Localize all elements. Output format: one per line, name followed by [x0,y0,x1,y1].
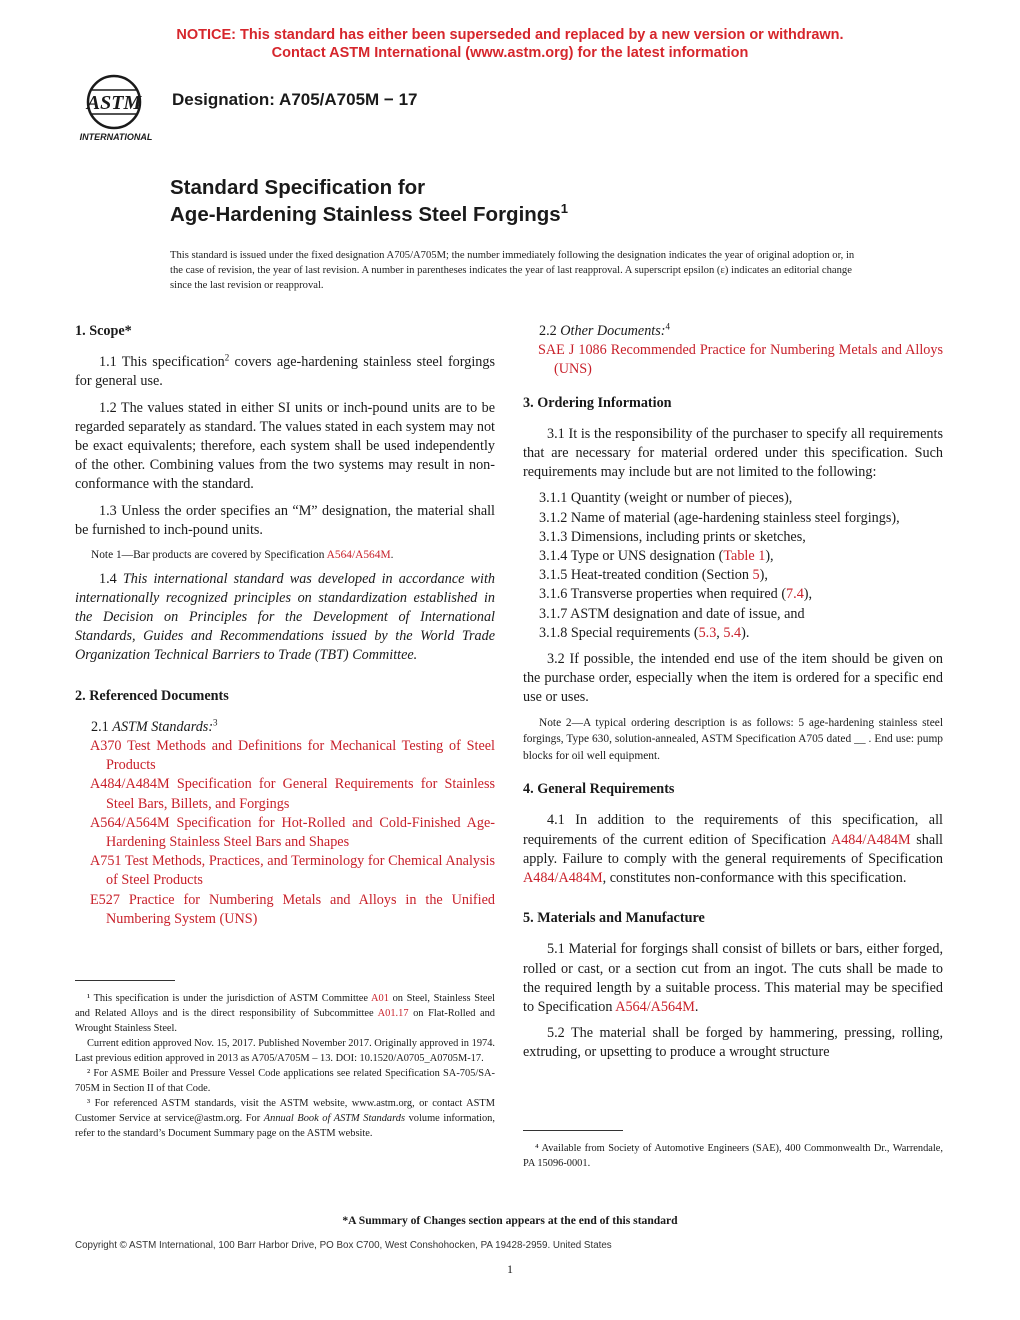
intro-paragraph: This standard is issued under the fixed designation A705/A705M; the number immediately following the designation indicates the year of original adoption or, in the case of revision, the year of last revision. A number in parentheses indicates the year of last reapproval. A superscript epsilon (ε) indicates an editorial change since the last revision or reapproval. [170,250,855,291]
left-footnotes [75,980,495,1141]
right-column [523,322,943,1070]
title-line-2: Age-Hardening Stainless Steel Forgings$^1$ [170,201,568,226]
materials-heading: 5. Materials and Manufacture [523,910,705,927]
ref-item: A484/A484M Specification for General Requirements for Stainless Steel Bars, Billets, and Forgings [90,776,495,812]
notice-line-1: NOTICE: This standard has either been superseded and replaced by a new version or withdrawn. [176,27,844,43]
note-2: Note 2—A typical ordering description is as follows: 5 age-hardening stainless steel forgings, Type 630, solution-annealed, ASTM Specification A705 dated __ . End use: pump blocks for oil well equipment. [523,716,943,762]
link-7-4[interactable]: 7.4 [786,586,804,603]
ref-link[interactable]: A484/A484M [90,776,170,793]
materials-5-1: 5.1 Material for forgings shall consist of billets or bars, either forged, rolled or cast, or a section cut from an ingot. The cuts shall be made to the required length by a suitable process. This material may be specified to Specification A564/A564M. [523,941,943,1015]
designation: Designation: A705/A705M − 17 [172,90,418,109]
link-5-4[interactable]: 5.4 [723,624,742,641]
ordering-3-2: 3.2 If possible, the intended end use of the item should be given on the purchase order, especially when the item is ordered for a specific end use or uses. [523,651,943,706]
scope-heading: 1. Scope* [75,323,132,339]
link-a01[interactable]: A01 [371,993,389,1004]
ref-item: SAE J 1086 Recommended Practice for Numbering Metals and Alloys (UNS) [538,342,943,378]
footnote-ref-4[interactable]: 4 [665,321,670,332]
footnote-2: ² For ASME Boiler and Pressure Vessel Code applications see related Specification SA-705/SA-705M in Section II of that Code. [75,1068,495,1094]
referenced-heading: 2. Referenced Documents [75,687,229,704]
ordering-item: 3.1.1 Quantity (weight or number of pieces), [539,490,793,507]
summary-of-changes-note: *A Summary of Changes section appears at the end of this standard [342,1214,678,1227]
general-heading: 4. General Requirements [523,781,675,798]
ref-item: E527 Practice for Numbering Metals and Alloys in the Unified Numbering System (UNS) [90,891,495,927]
astm-logo-icon [70,72,162,144]
notice-banner [0,26,1020,62]
general-4-1: 4.1 In addition to the requirements of this specification, all requirements of the current edition of Specification A484/A484M shall apply. Failure to comply with the general requirements of Specification A484/A484M, constitutes non-conformance with this specification. [523,812,944,886]
ref-link[interactable]: A751 [90,853,122,870]
footnote-ref-2[interactable]: 2 [224,352,230,363]
copyright: Copyright © ASTM International, 100 Barr Harbor Drive, PO Box C700, West Conshohocken, PA 19428-2959. United States [75,1240,612,1251]
link-a564[interactable]: A564/A564M [326,549,391,562]
footnote-1-approval: Current edition approved Nov. 15, 2017. Published November 2017. Originally approved in 1974. Last previous edition approved in 2013 as A705/A705M – 13. DOI: 10.1520/A0705_A0705M-17. [75,1038,495,1064]
footnote-3: ³ For referenced ASTM standards, visit the ASTM website, www.astm.org, or contact ASTM Customer Service at service@astm.org. For Annual Book of ASTM Standards volume information, refer to the standard’s Document Summary page on the ASTM website. [75,1098,495,1139]
ordering-item: 3.1.6 Transverse properties when required (7.4), [539,586,813,603]
ordering-item: 3.1.5 Heat-treated condition (Section 5), [539,567,768,584]
title-line-1: Standard Specification for [170,176,426,199]
page-number: 1 [507,1262,513,1276]
materials-5-2: 5.2 The material shall be forged by hammering, pressing, rolling, extruding, or upsetting to produce a wrought structure [523,1025,943,1061]
footnote-4: ⁴ Available from Society of Automotive Engineers (SAE), 400 Commonwealth Dr., Warrendale, PA 15096-0001. [523,1143,943,1169]
scope-1-1: 1.1 This specification$^2$ covers age-hardening stainless steel forgings for general use. [75,352,495,390]
footnote-1: ¹ This specification is under the jurisdiction of ASTM Committee A01 on Steel, Stainless Steel and Related Alloys and is the direct responsibility of Subcommittee A01.17 on Flat-Rolled and Wrought Stainless Steel. [75,993,495,1034]
scope-1-2: 1.2 The values stated in either SI units or inch-pound units are to be regarded separately as standard. The values stated in each system may not be exact equivalents; therefore, each system shall be used independently of the other. Combining values from the two systems may result in non-conformance with the standard. [75,399,495,493]
ref-link[interactable]: SAE J 1086 [538,342,607,359]
ordering-item: 3.1.4 Type or UNS designation (Table 1), [539,548,774,565]
ordering-item: 3.1.7 ASTM designation and date of issue, and [539,605,805,622]
notice-line-2: Contact ASTM International (www.astm.org) for the latest information [271,45,749,61]
astm-logo [70,72,162,144]
title-footnote-mark[interactable]: 1 [560,201,568,217]
footnote-ref-3[interactable]: 3 [213,717,218,728]
link-table-1[interactable]: Table 1 [723,548,766,565]
note-1: Note 1—Bar products are covered by Specification A564/A564M. [91,549,394,562]
ref-link[interactable]: A370 [90,737,122,754]
link-a01-17[interactable]: A01.17 [377,1008,409,1019]
scope-1-4: 1.4 This international standard was developed in accordance with internationally recognized principles on standardization established in the Decision on Principles for the Development of International Standards, Guides and Recommendations issued by the World Trade Organization Technical Barriers to Trade (TBT) Committee. [75,570,495,664]
left-column [75,322,495,929]
other-documents-label: 2.2 Other Documents:$^4$ [539,321,670,339]
ordering-3-1: 3.1 It is the responsibility of the purchaser to specify all requirements that are necessary for material ordered under this specification. Such requirements may include but are not limited to the following: [523,425,943,481]
ordering-item: 3.1.2 Name of material (age-hardening stainless steel forgings), [539,509,900,526]
ref-item: A370 Test Methods and Definitions for Mechanical Testing of Steel Products [90,737,495,774]
ref-item: A564/A564M Specification for Hot-Rolled and Cold-Finished Age-Hardening Stainless Steel Bars and Shapes [90,814,495,850]
scope-1-3: 1.3 Unless the order specifies an “M” designation, the material shall be furnished to inch-pound units. [75,502,495,538]
link-a564[interactable]: A564/A564M [615,998,695,1015]
logo-subtext: INTERNATIONAL [79,132,153,142]
ref-item: A751 Test Methods, Practices, and Terminology for Chemical Analysis of Steel Products [90,853,495,889]
link-5-3[interactable]: 5.3 [698,624,717,641]
right-footnotes [523,1130,943,1171]
link-section-5[interactable]: 5 [752,567,760,584]
ref-link[interactable]: A564/A564M [90,814,170,831]
link-a484[interactable]: A484/A484M [523,869,603,886]
link-a484[interactable]: A484/A484M [830,831,911,848]
ordering-heading: 3. Ordering Information [523,394,672,411]
ref-link[interactable]: E527 [90,891,120,908]
astm-standards-label: 2.1 ASTM Standards:$^3$ [91,717,218,735]
ordering-item: 3.1.8 Special requirements (5.3, 5.4). [539,624,750,641]
logo-text: ASTM [86,92,142,114]
page-title [170,174,568,228]
ordering-item: 3.1.3 Dimensions, including prints or sketches, [539,528,806,545]
